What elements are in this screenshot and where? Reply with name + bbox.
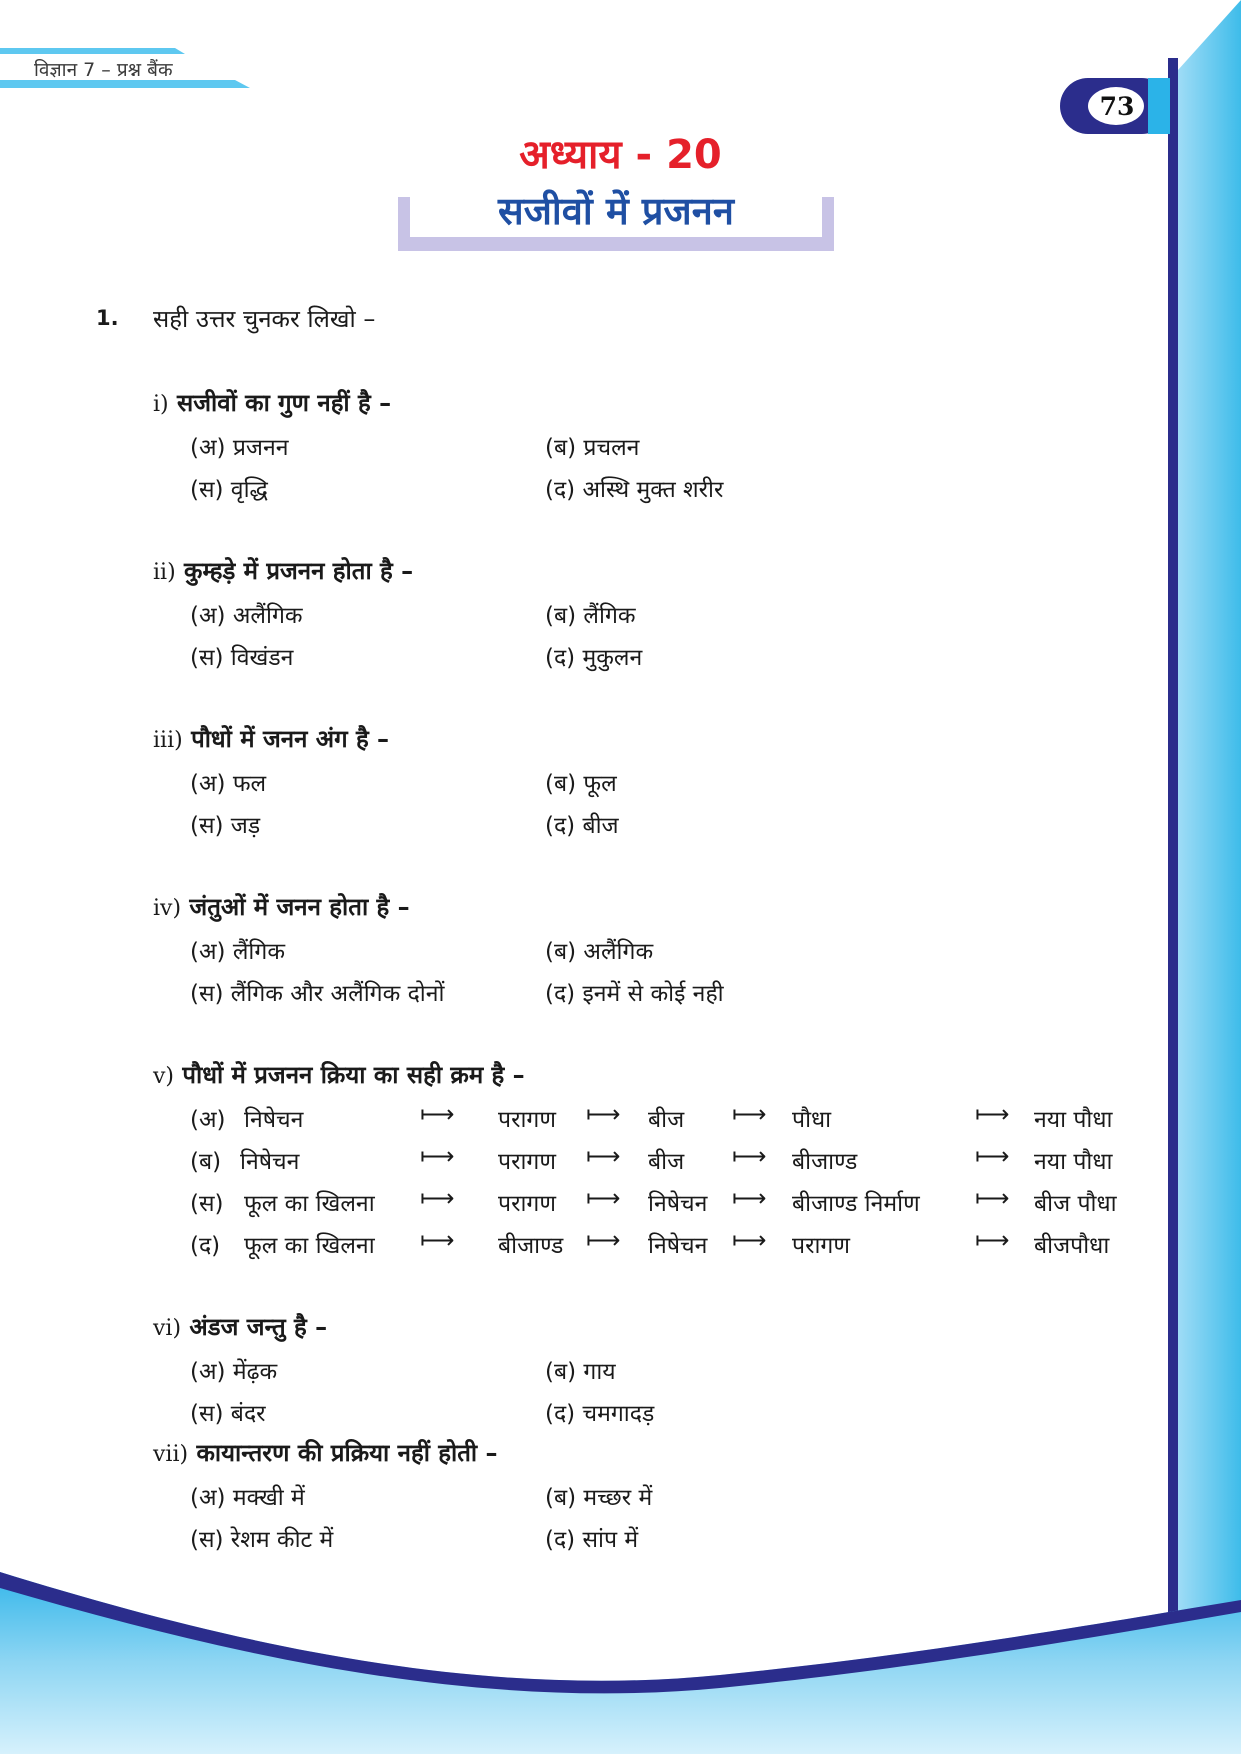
sequence-step: फूल का खिलना [244,1233,375,1259]
arrow-icon: ⟼ [975,1226,1010,1254]
sequence-step: पौधा [792,1107,832,1133]
arrow-icon: ⟼ [420,1100,455,1128]
sequence-step: बीज [648,1149,685,1175]
arrow-icon: ⟼ [732,1226,767,1254]
sequence-step: बीज [648,1107,685,1133]
option-a: (अ) लैंगिक [190,939,285,965]
subquestion-numeral: i) [153,392,169,417]
subquestion-2 [153,554,413,587]
sequence-step: परागण [498,1107,557,1133]
subquestion-text: पौधों में प्रजनन क्रिया का सही क्रम है – [182,1061,525,1089]
subquestion-3 [153,722,389,755]
sequence-step: परागण [498,1149,557,1175]
subquestion-text: पौधों में जनन अंग है – [191,725,390,753]
arrow-icon: ⟼ [586,1100,621,1128]
subquestion-5 [153,1058,525,1091]
option-a: (अ) फल [190,771,267,797]
option-a: (अ) प्रजनन [190,435,289,461]
subquestion-7 [153,1436,497,1469]
chapter-number: अध्याय - 20 [519,132,722,178]
arrow-icon: ⟼ [732,1142,767,1170]
sequence-step: परागण [792,1233,851,1259]
option-b: (ब) गाय [545,1359,616,1385]
sequence-step: बीज पौधा [1034,1191,1117,1217]
subquestion-numeral: iv) [153,896,182,921]
option-a: (अ) मेंढ़क [190,1359,278,1385]
option-b: (ब) मच्छर में [545,1485,653,1511]
chapter-title: सजीवों में प्रजनन [498,189,734,233]
page-number: 73 [1099,92,1135,121]
subquestion-text: कायान्तरण की प्रक्रिया नहीं होती – [196,1439,498,1467]
arrow-icon: ⟼ [586,1184,621,1212]
sequence-step: बीजपौधा [1034,1233,1110,1259]
sequence-step: निषेचन [648,1233,708,1259]
arrow-icon: ⟼ [975,1184,1010,1212]
arrow-icon: ⟼ [420,1142,455,1170]
subquestion-numeral: vii) [153,1442,189,1467]
sequence-step: निषेचन [648,1191,708,1217]
sequence-step: नया पौधा [1034,1107,1113,1133]
arrow-icon: ⟼ [975,1142,1010,1170]
arrow-icon: ⟼ [420,1184,455,1212]
sequence-step: नया पौधा [1034,1149,1113,1175]
option-c: (स) रेशम कीट में [190,1527,334,1553]
option-b: (ब) अलैंगिक [545,939,654,965]
option-a: (अ) अलैंगिक [190,603,303,629]
sequence-step: फूल का खिलना [244,1191,375,1217]
subquestion-4 [153,890,410,923]
option-d: (द) चमगादड़ [545,1401,655,1427]
arrow-icon: ⟼ [732,1100,767,1128]
sequence-step: बीजाण्ड निर्माण [792,1191,920,1217]
option-b: (ब) लैंगिक [545,603,636,629]
arrow-icon: ⟼ [586,1142,621,1170]
arrow-icon: ⟼ [975,1100,1010,1128]
sequence-label: (ब) [190,1149,222,1175]
option-b: (ब) फूल [545,771,617,797]
arrow-icon: ⟼ [586,1226,621,1254]
sequence-label: (स) [190,1191,224,1217]
sequence-step: परागण [498,1191,557,1217]
arrow-icon: ⟼ [732,1184,767,1212]
question-text: सही उत्तर चुनकर लिखो – [153,305,376,333]
sequence-step: बीजाण्ड [498,1233,564,1259]
sequence-step: निषेचन [244,1107,304,1133]
subquestion-1 [153,386,391,419]
subquestion-numeral: iii) [153,728,183,753]
option-d: (द) सांप में [545,1527,639,1553]
subquestion-numeral: ii) [153,560,176,585]
subquestion-numeral: vi) [153,1316,182,1341]
option-d: (द) मुकुलन [545,645,643,671]
subquestion-text: सजीवों का गुण नहीं है – [176,389,392,417]
option-d: (द) अस्थि मुक्त शरीर [545,477,724,503]
subquestion-text: कुम्हड़े में प्रजनन होता है – [184,557,414,585]
subquestion-6 [153,1310,327,1343]
option-d: (द) इनमें से कोई नही [545,981,724,1007]
option-c: (स) बंदर [190,1401,266,1427]
subquestion-numeral: v) [153,1064,175,1089]
book-title: विज्ञान 7 – प्रश्न बैंक [34,59,173,81]
option-b: (ब) प्रचलन [545,435,640,461]
option-c: (स) वृद्धि [190,477,268,503]
subquestion-text: अंडज जन्तु है – [189,1313,328,1341]
subquestion-text: जंतुओं में जनन होता है – [189,893,410,921]
sequence-step: निषेचन [240,1149,300,1175]
question-number: 1. [96,306,119,330]
option-d: (द) बीज [545,813,619,839]
sequence-label: (द) [190,1233,221,1259]
option-a: (अ) मक्खी में [190,1485,305,1511]
option-c: (स) लैंगिक और अलैंगिक दोनों [190,981,445,1007]
option-c: (स) विखंडन [190,645,294,671]
sequence-label: (अ) [190,1107,226,1133]
sequence-step: बीजाण्ड [792,1149,858,1175]
arrow-icon: ⟼ [420,1226,455,1254]
option-c: (स) जड़ [190,813,261,839]
